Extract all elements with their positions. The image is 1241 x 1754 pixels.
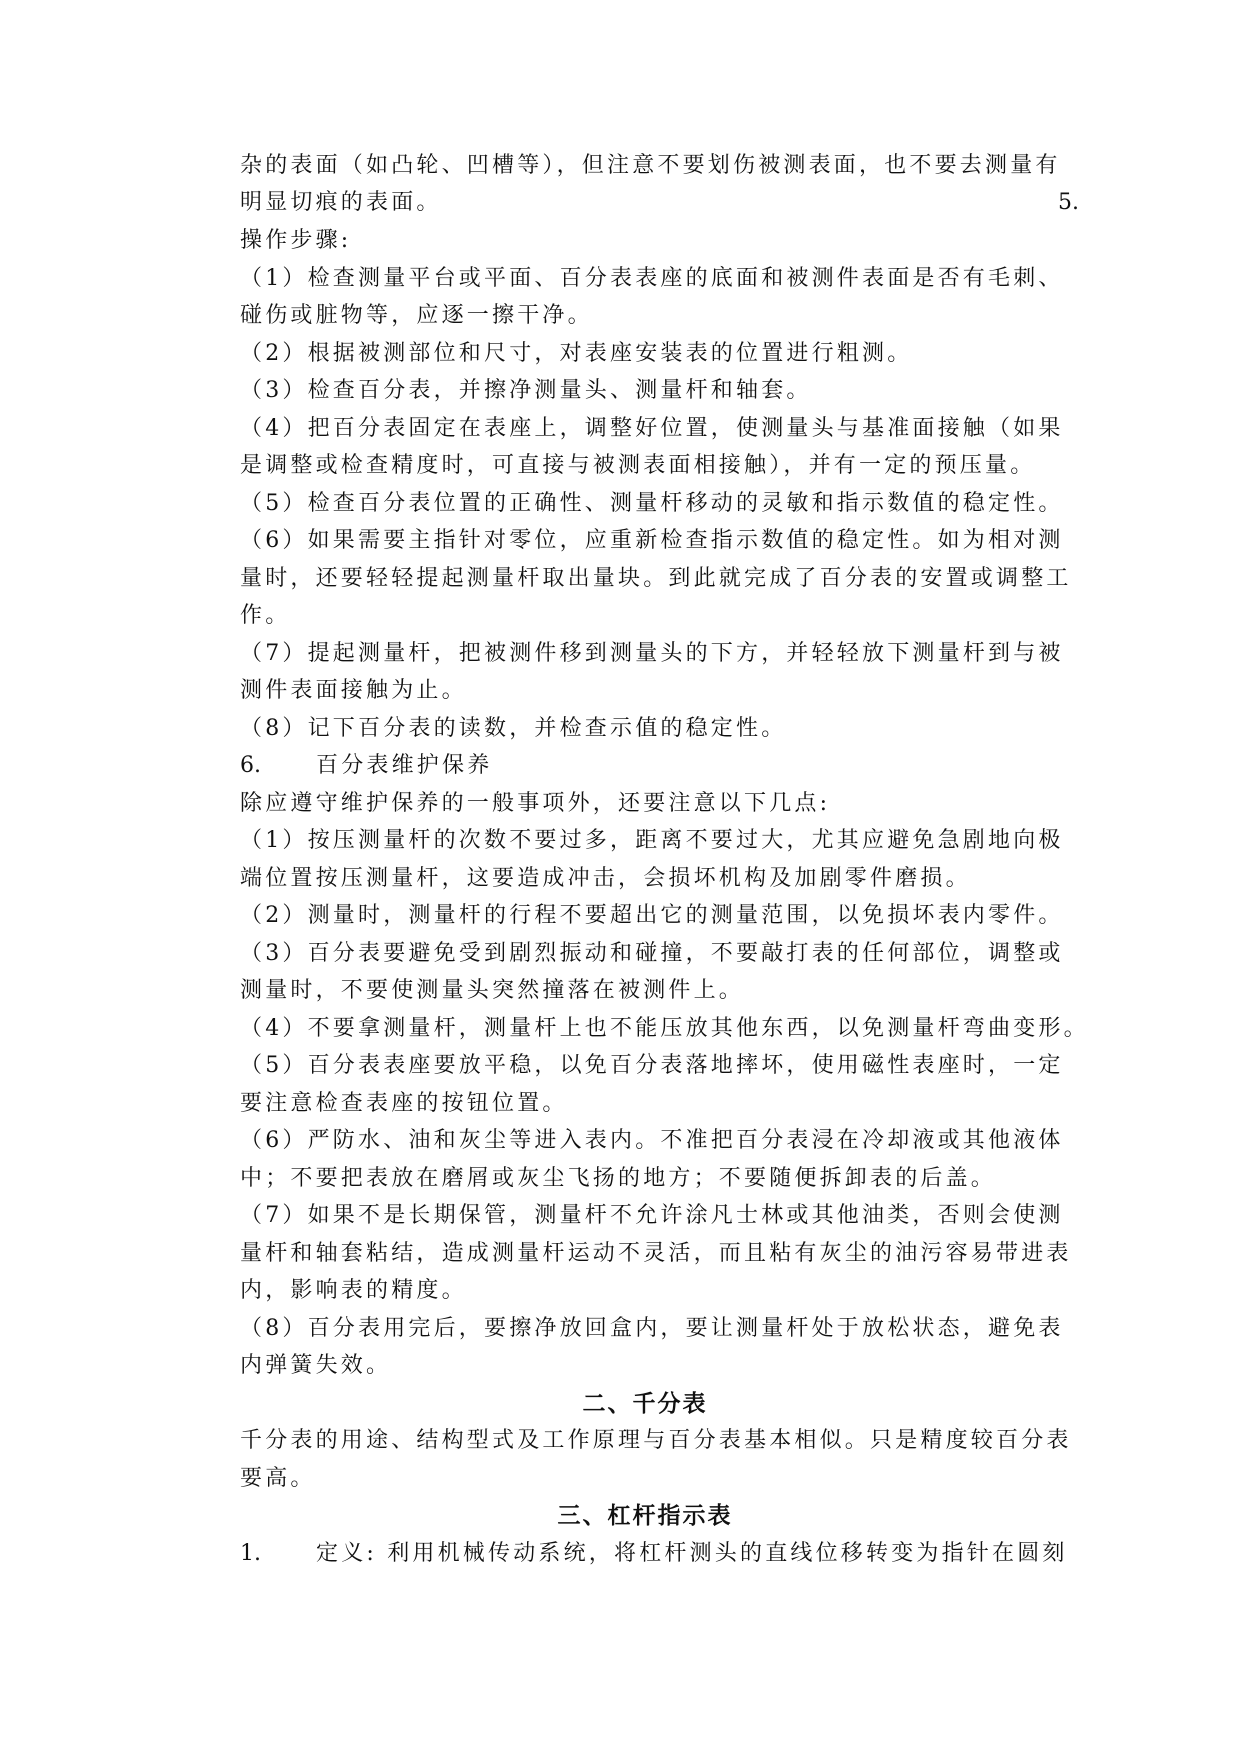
text-line: 中；不要把表放在磨屑或灰尘飞扬的地方；不要随便拆卸表的后盖。 — [240, 1166, 997, 1191]
text-line: 测件表面接触为止。 — [240, 678, 467, 703]
section-heading-3: 三、杠杆指示表 — [557, 1502, 733, 1529]
section-heading-6 — [240, 751, 1050, 781]
text-line: 操作步骤: — [240, 228, 352, 253]
text-line: （6）严防水、油和灰尘等进入表内。不准把百分表浸在冷却液或其他液体 — [240, 1128, 1064, 1153]
text-line: 量时，还要轻轻提起测量杆取出量块。到此就完成了百分表的安置或调整工 — [240, 566, 1072, 591]
text-line: 千分表的用途、结构型式及工作原理与百分表基本相似。只是精度较百分表 — [240, 1428, 1072, 1453]
text-line: （6）如果需要主指针对零位，应重新检查指示数值的稳定性。如为相对测 — [240, 528, 1064, 553]
text-line: 作。 — [240, 603, 291, 628]
text-line: （1）按压测量杆的次数不要过多，距离不要过大，尤其应避免急剧地向极 — [240, 828, 1064, 853]
text-line: 碰伤或脏物等，应逐一擦干净。 — [240, 303, 593, 328]
margin-number: 5. — [1058, 190, 1079, 215]
section-number: 6. — [240, 753, 261, 778]
text-line: 端位置按压测量杆，这要造成冲击，会损坏机构及加剧零件磨损。 — [240, 866, 971, 891]
text-line: （3）检查百分表，并擦净测量头、测量杆和轴套。 — [240, 378, 812, 403]
text-line: （5）检查百分表位置的正确性、测量杆移动的灵敏和指示数值的稳定性。 — [240, 491, 1064, 516]
item-text: 定义: 利用机械传动系统，将杠杆测头的直线位移转变为指针在圆刻 — [316, 1541, 1068, 1566]
text-line: （8）百分表用完后，要擦净放回盒内，要让测量杆处于放松状态，避免表 — [240, 1316, 1064, 1341]
text-line: 除应遵守维护保养的一般事项外，还要注意以下几点: — [240, 791, 831, 816]
text-line: 测量时，不要使测量头突然撞落在被测件上。 — [240, 978, 745, 1003]
text-line: 杂的表面（如凸轮、凹槽等），但注意不要划伤被测表面，也不要去测量有 — [240, 153, 1061, 178]
text-line: 要高。 — [240, 1466, 316, 1491]
text-line: 明显切痕的表面。 — [240, 190, 442, 215]
text-line: （2）测量时，测量杆的行程不要超出它的测量范围，以免损坏表内零件。 — [240, 903, 1064, 928]
text-line: （4）不要拿测量杆，测量杆上也不能压放其他东西，以免测量杆弯曲变形。 — [240, 1016, 1089, 1041]
text-line: （1）检查测量平台或平面、百分表表座的底面和被测件表面是否有毛刺、 — [240, 266, 1064, 291]
text-line: （5）百分表表座要放平稳，以免百分表落地摔坏，使用磁性表座时，一定 — [240, 1053, 1064, 1078]
text-line: （2）根据被测部位和尺寸，对表座安装表的位置进行粗测。 — [240, 341, 913, 366]
text-line: （8）记下百分表的读数，并检查示值的稳定性。 — [240, 716, 787, 741]
text-line: 内弹簧失效。 — [240, 1353, 392, 1378]
text-line: 是调整或检查精度时，可直接与被测表面相接触），并有一定的预压量。 — [240, 453, 1036, 478]
text-line: 要注意检查表座的按钮位置。 — [240, 1091, 568, 1116]
text-line: 内，影响表的精度。 — [240, 1278, 467, 1303]
text-line: （4）把百分表固定在表座上，调整好位置，使测量头与基准面接触（如果 — [240, 416, 1064, 441]
text-line: （7）提起测量杆，把被测件移到测量头的下方，并轻轻放下测量杆到与被 — [240, 641, 1064, 666]
section-heading-2: 二、千分表 — [582, 1390, 708, 1417]
section-title: 百分表维护保养 — [316, 753, 493, 778]
text-line: （3）百分表要避免受到剧烈振动和碰撞，不要敲打表的任何部位，调整或 — [240, 941, 1064, 966]
item-number: 1. — [240, 1541, 261, 1566]
text-line: （7）如果不是长期保管，测量杆不允许涂凡士林或其他油类，否则会使测 — [240, 1203, 1064, 1228]
text-line: 量杆和轴套粘结，造成测量杆运动不灵活，而且粘有灰尘的油污容易带进表 — [240, 1241, 1072, 1266]
numbered-item-1 — [240, 1539, 1068, 1569]
